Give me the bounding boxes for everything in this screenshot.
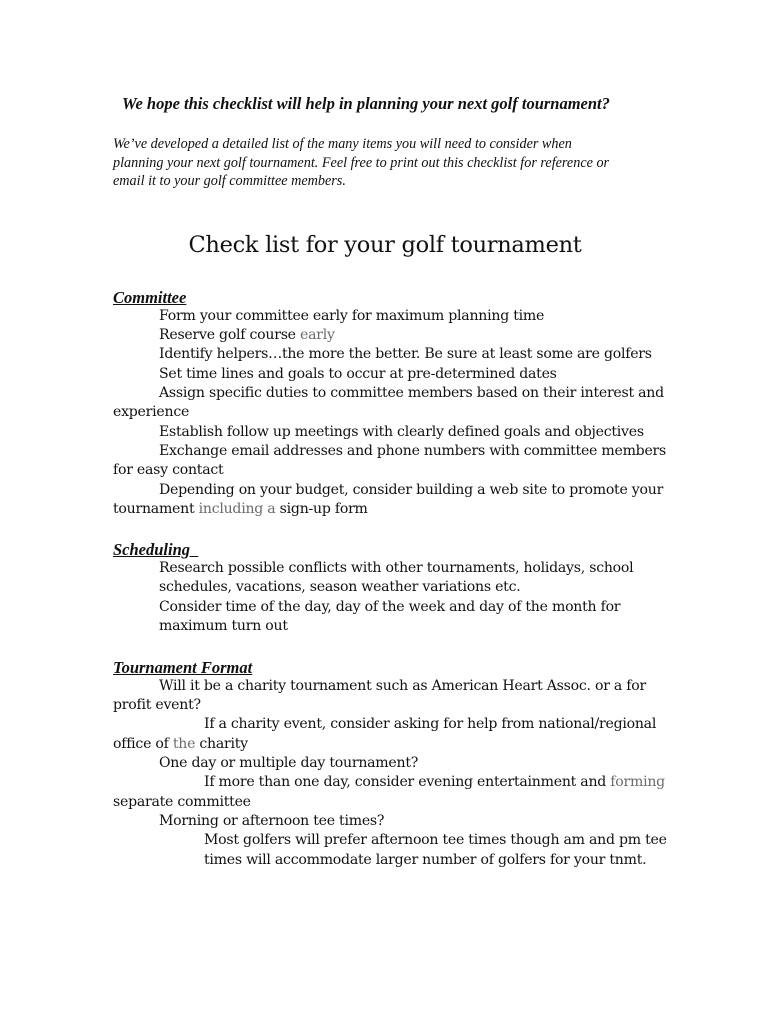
checklist-item: Consider time of the day, day of the week and day of the month for xyxy=(159,599,621,615)
checklist-item: Depending on your budget, consider building a web site to promote your xyxy=(159,482,664,498)
intro-line: planning your next golf tournament. Feel free to print out this checklist for reference or xyxy=(113,154,610,171)
checklist-item: schedules, vacations, season weather variations etc. xyxy=(159,579,521,595)
intro-paragraph xyxy=(113,135,673,191)
checklist-item-continuation xyxy=(113,500,368,519)
page-title: Check list for your golf tournament xyxy=(188,232,582,258)
intro-line: We’ve developed a detailed list of the many items you will need to consider when xyxy=(113,136,572,152)
checklist-item-text-gray: forming xyxy=(610,774,665,790)
checklist-item: One day or multiple day tournament? xyxy=(159,755,419,771)
checklist-item: Form your committee early for maximum planning time xyxy=(159,308,545,324)
checklist-subitem: Most golfers will prefer afternoon tee times though am and pm tee xyxy=(204,832,667,848)
checklist-item-continuation: experience xyxy=(113,404,190,420)
checklist-item: Morning or afternoon tee times? xyxy=(159,813,385,829)
checklist-item-text: tournament xyxy=(113,501,199,517)
checklist-subitem: If a charity event, consider asking for help from national/regional xyxy=(204,716,657,732)
checklist-item: Identify helpers…the more the better. Be sure at least some are golfers xyxy=(159,346,652,362)
checklist-item-continuation xyxy=(113,735,248,754)
section-title-tournament-format: Tournament Format xyxy=(113,658,253,677)
checklist-item-text-gray: early xyxy=(300,327,335,343)
checklist-item-text: charity xyxy=(195,736,248,752)
checklist-item-text: office of xyxy=(113,736,173,752)
checklist-item-text: If more than one day, consider evening entertainment and xyxy=(204,774,611,790)
checklist-item-text-gray: including a xyxy=(198,501,276,517)
checklist-item: Research possible conflicts with other tournaments, holidays, school xyxy=(159,560,634,576)
checklist-item: maximum turn out xyxy=(159,618,288,634)
checklist-item xyxy=(159,326,335,345)
checklist-item-text: sign-up form xyxy=(275,501,368,517)
checklist-item-continuation: profit event? xyxy=(113,697,201,713)
intro-heading: We hope this checklist will help in planning your next golf tournament? xyxy=(122,94,610,113)
checklist-item: Exchange email addresses and phone numbers with committee members xyxy=(159,443,667,459)
intro-line: email it to your golf committee members. xyxy=(113,173,346,189)
checklist-item: Establish follow up meetings with clearly defined goals and objectives xyxy=(159,424,644,440)
checklist-item-text: Reserve golf course xyxy=(159,327,301,343)
checklist-item: Assign specific duties to committee members based on their interest and xyxy=(159,385,664,401)
checklist-item: Set time lines and goals to occur at pre-determined dates xyxy=(159,366,557,382)
section-title-committee: Committee xyxy=(113,288,187,307)
checklist-item-continuation: separate committee xyxy=(113,794,251,810)
checklist-subitem xyxy=(204,773,665,792)
checklist-item: Will it be a charity tournament such as American Heart Assoc. or a for xyxy=(159,678,646,694)
section-title-scheduling: Scheduling xyxy=(113,540,199,559)
checklist-subitem: times will accommodate larger number of golfers for your tnmt. xyxy=(204,852,647,868)
checklist-item-continuation: for easy contact xyxy=(113,462,224,478)
checklist-item-text-gray: the xyxy=(172,736,196,752)
